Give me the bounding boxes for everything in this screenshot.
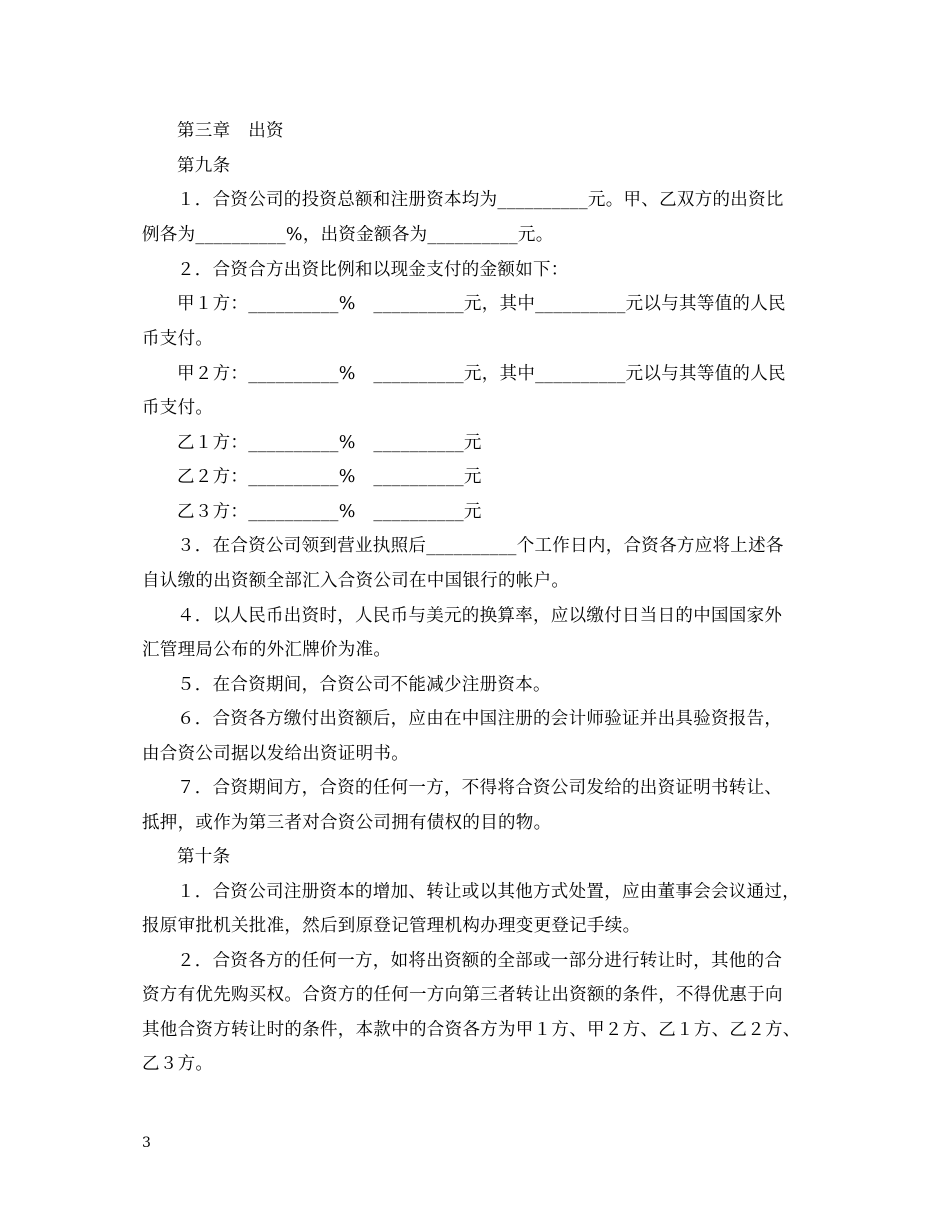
paragraph-line: 资方有优先购买权。合资方的任何一方向第三者转让出资额的条件，不得优惠于向: [142, 985, 783, 1005]
paragraph-line: 乙１方：__________% __________元: [177, 433, 482, 453]
paragraph-line: 由合资公司据以发给出资证明书。: [142, 744, 409, 764]
paragraph-line: １．合资公司的投资总额和注册资本均为__________元。甲、乙双方的出资比: [177, 190, 784, 210]
paragraph-line: ２．合资各方的任何一方，如将出资额的全部或一部分进行转让时，其他的合: [177, 951, 783, 971]
paragraph-line: 其他合资方转让时的条件，本款中的合资各方为甲１方、甲２方、乙１方、乙２方、: [142, 1020, 801, 1040]
page-number: 3: [142, 1135, 151, 1151]
paragraph-line: 抵押，或作为第三者对合资公司拥有债权的目的物。: [142, 813, 552, 833]
paragraph-line: 乙３方：__________% __________元: [177, 502, 482, 522]
paragraph-line: 汇管理局公布的外汇牌价为准。: [142, 640, 392, 660]
paragraph-line: ４．以人民币出资时，人民币与美元的换算率，应以缴付日当日的中国国家外: [177, 606, 783, 626]
paragraph-line: １．合资公司注册资本的增加、转让或以其他方式处置，应由董事会会议通过，: [177, 882, 800, 902]
paragraph-line: 乙３方。: [142, 1054, 214, 1074]
article-heading: 第九条: [177, 156, 231, 176]
article-heading: 第十条: [177, 847, 231, 867]
paragraph-line: ５．在合资期间，合资公司不能减少注册资本。: [177, 675, 551, 695]
paragraph-line: 报原审批机关批准，然后到原登记管理机构办理变更登记手续。: [142, 916, 641, 936]
paragraph-line: 自认缴的出资额全部汇入合资公司在中国银行的帐户。: [142, 571, 570, 591]
paragraph-line: ２．合资合方出资比例和以现金支付的金额如下：: [177, 260, 569, 280]
paragraph-line: ６．合资各方缴付出资额后，应由在中国注册的会计师验证并出具验资报告，: [177, 709, 783, 729]
paragraph-line: 币支付。: [142, 329, 214, 349]
paragraph-line: 甲１方：__________% __________元，其中__________元以与其等值的人民: [177, 294, 786, 314]
paragraph-line: ３．在合资公司领到营业执照后__________个工作日内，合资各方应将上述各: [177, 536, 784, 556]
chapter-heading: 第三章 出资: [177, 121, 284, 141]
paragraph-line: 币支付。: [142, 398, 214, 418]
paragraph-line: 例各为__________%，出资金额各为__________元。: [142, 225, 554, 245]
paragraph-line: 甲２方：__________% __________元，其中__________元以与其等值的人民: [177, 364, 786, 384]
paragraph-line: ７．合资期间方，合资的任何一方，不得将合资公司发给的出资证明书转让、: [177, 778, 783, 798]
paragraph-line: 乙２方：__________% __________元: [177, 467, 482, 487]
